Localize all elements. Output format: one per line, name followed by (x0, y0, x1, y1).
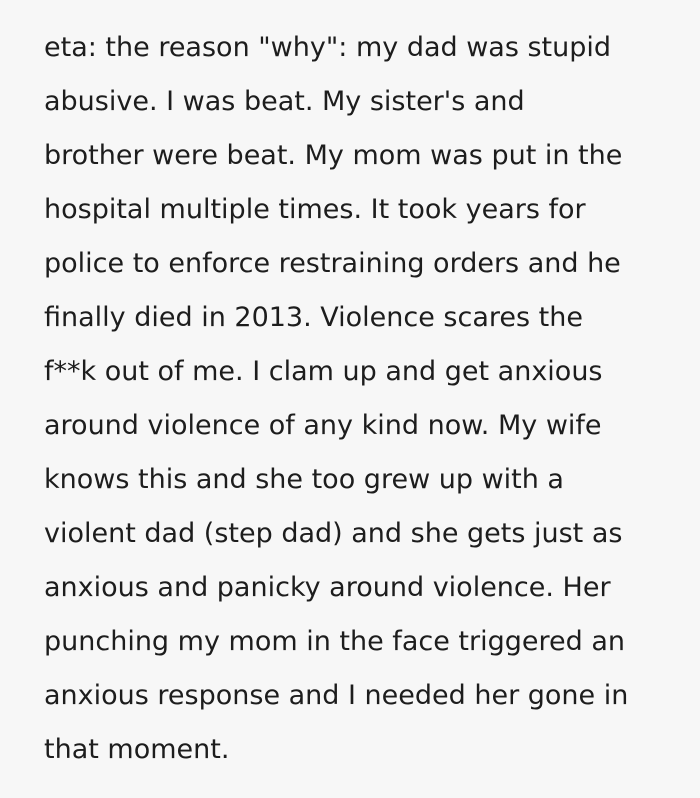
text-line: around violence of any kind now. My wife (44, 410, 602, 441)
text-line: hospital multiple times. It took years for (44, 194, 586, 225)
text-line: violent dad (step dad) and she gets just as (44, 518, 623, 549)
text-line: knows this and she too grew up with a (44, 464, 564, 495)
text-line: finally died in 2013. Violence scares the (44, 302, 583, 333)
text-line: f**k out of me. I clam up and get anxious (44, 356, 603, 387)
text-line: punching my mom in the face triggered an (44, 626, 625, 657)
text-line: anxious and panicky around violence. Her (44, 572, 611, 603)
text-line: abusive. I was beat. My sister's and (44, 86, 525, 117)
text-line: eta: the reason "why": my dad was stupid (44, 32, 612, 63)
text-line: brother were beat. My mom was put in the (44, 140, 623, 171)
text-line: that moment. (44, 734, 230, 765)
text-line: police to enforce restraining orders and he (44, 248, 621, 279)
text-line: anxious response and I needed her gone in (44, 680, 629, 711)
